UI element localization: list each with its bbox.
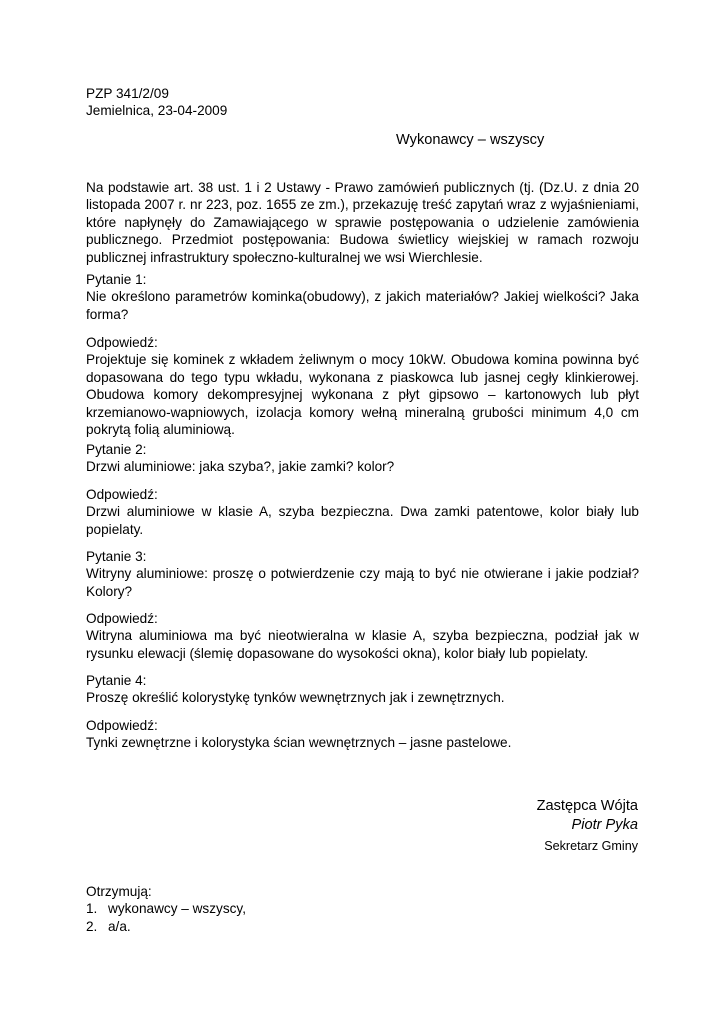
reference-number: PZP 341/2/09 [86, 86, 169, 101]
answer-3 [86, 610, 639, 662]
answer-label: Odpowiedź: [86, 335, 158, 350]
list-number: 1. [86, 901, 98, 917]
question-1 [86, 271, 639, 323]
recipients-label: Otrzymują: [86, 884, 152, 899]
text-line: Drzwi aluminiowe w klasie A, szyba bezpieczna. Dwa zamki patentowe, kolor biały lub [86, 504, 639, 520]
list-text: wykonawcy – wszyscy, [108, 901, 246, 917]
signature-role: Zastępca Wójta [536, 798, 638, 814]
question-label: Pytanie 2: [86, 442, 147, 457]
text-line: Witryna aluminiowa ma być nieotwieralna w klasie A, szyba bezpieczna, podział jak w [86, 628, 639, 644]
signature-name: Piotr Pyka [571, 817, 638, 833]
text-line: Witryny aluminiowe: proszę o potwierdzenie czy mają to być nie otwierane i jakie podział? [86, 566, 639, 582]
text-line: publicznej infrastruktury społeczno-kulturalnej we wsi Wierchlesie. [86, 249, 483, 265]
text-line: pokrytą folią aluminiową. [86, 422, 235, 438]
answer-label: Odpowiedź: [86, 487, 158, 502]
text-line: Obudowa komory dekompresyjnej wykonana z płyt gipsowo – kartonowych lub płyt [86, 387, 639, 403]
document-header [86, 85, 227, 119]
question-3 [86, 548, 639, 600]
text-line: publicznego. Przedmiot postępowania: Budowa świetlicy wiejskiej w ramach rozwoju [86, 232, 639, 248]
question-4 [86, 672, 639, 707]
text-line: Proszę określić kolorystykę tynków wewnętrznych jak i zewnętrznych. [86, 690, 505, 706]
answer-2 [86, 486, 639, 538]
text-line: rysunku elewacji (ślemię dopasowane do wysokości okna), kolor biały lub popielaty. [86, 645, 589, 661]
signature-title: Sekretarz Gminy [544, 839, 638, 853]
list-item [86, 918, 246, 935]
text-line: forma? [86, 306, 129, 322]
question-2 [86, 441, 639, 476]
question-label: Pytanie 3: [86, 549, 147, 564]
text-line: krzemianowo-wapniowych, izolacja komory wełną mineralną grubości minimum 4,0 cm [86, 404, 639, 420]
text-line: które napłynęły do Zamawiającego w sprawie postępowania o udzielenie zamówienia [86, 214, 639, 230]
answer-1 [86, 334, 639, 438]
recipients [86, 883, 246, 935]
text-line: Kolory? [86, 583, 133, 599]
recipients-list [86, 900, 246, 935]
answer-4 [86, 717, 639, 752]
list-number: 2. [86, 918, 98, 934]
text-line: Nie określono parametrów kominka(obudowy), z jakich materiałów? Jakiej wielkości? Jaka [86, 289, 639, 305]
question-label: Pytanie 4: [86, 673, 147, 688]
answer-label: Odpowiedź: [86, 611, 158, 626]
text-line: Tynki zewnętrzne i kolorystyka ścian wewnętrznych – jasne pastelowe. [86, 735, 512, 751]
intro-paragraph [86, 179, 639, 266]
text-line: popielaty. [86, 521, 144, 537]
addressee: Wykonawcy – wszyscy [396, 132, 545, 148]
list-text: a/a. [108, 918, 131, 934]
text-line: listopada 2007 r. nr 223, poz. 1655 ze zm.), przekazuję treść zapytań wraz z wyjaśnieniami, [86, 197, 639, 213]
signature-block [440, 797, 638, 856]
question-label: Pytanie 1: [86, 272, 147, 287]
text-line: Drzwi aluminiowe: jaka szyba?, jakie zamki? kolor? [86, 459, 395, 475]
answer-label: Odpowiedź: [86, 718, 158, 733]
text-line: Na podstawie art. 38 ust. 1 i 2 Ustawy - Prawo zamówień publicznych (tj. (Dz.U. z dnia 20 [86, 180, 639, 195]
text-line: Projektuje się kominek z wkładem żeliwnym o mocy 10kW. Obudowa komina powinna być [86, 352, 639, 368]
list-item [86, 900, 246, 917]
text-line: dopasowana do tego typu wkładu, wykonana z piaskowca lub jasnej cegły klinkierowej. [86, 369, 639, 385]
place-and-date: Jemielnica, 23-04-2009 [86, 103, 228, 118]
